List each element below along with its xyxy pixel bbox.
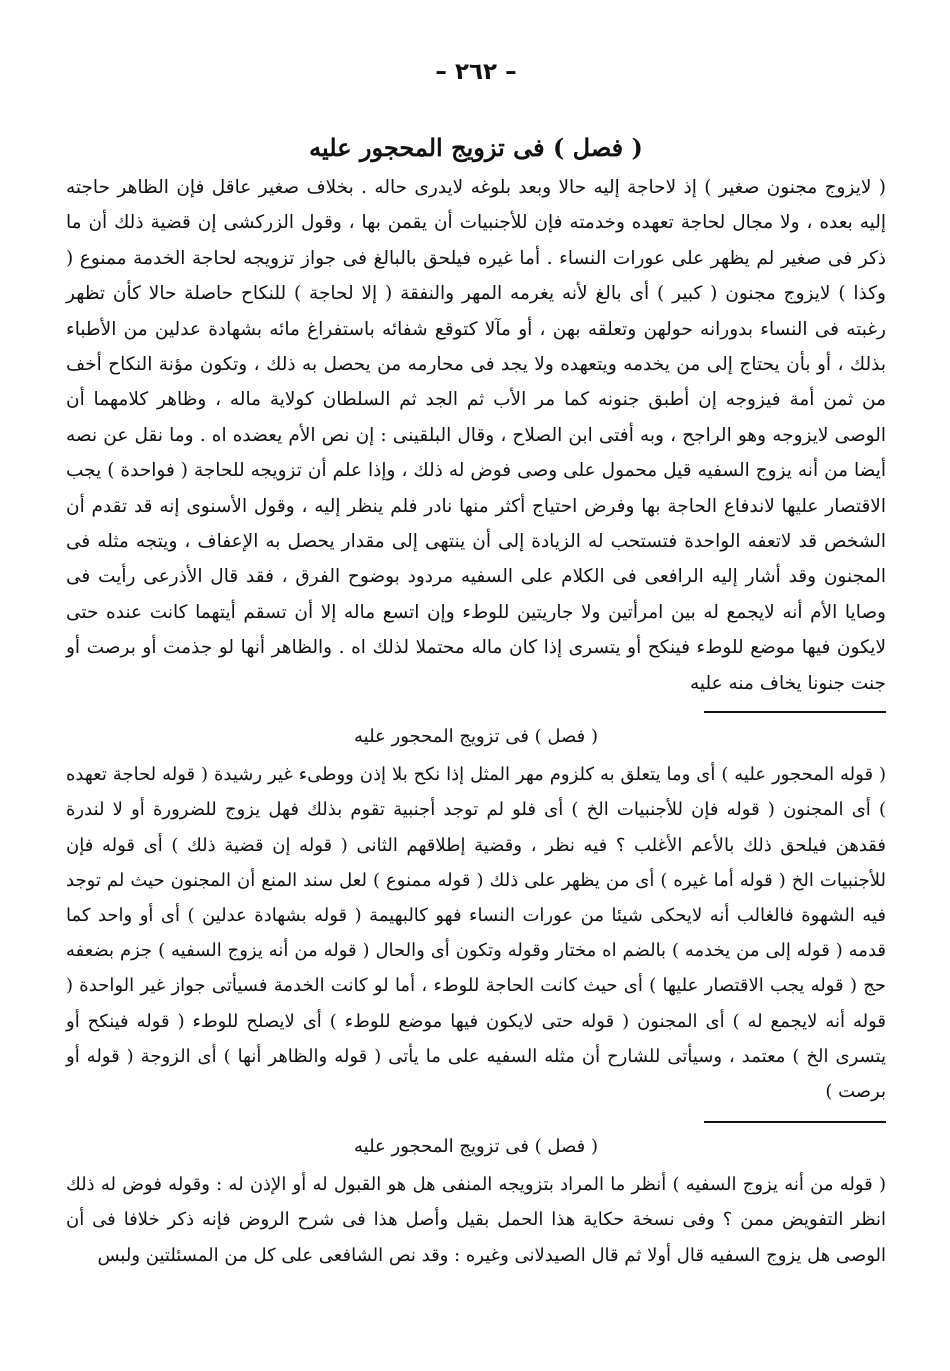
main-text: ( لايزوج مجنون صغير ) إذ لاحاجة إليه حالا وبعد بلوغه لايدرى حاله . بخلاف صغير عاقل فإن الظاهر حاجته إليه بعده ، ولا مجال لحاجة تعهده وخدمته فإن للأجنبيات أن يقمن بها ، وقول الزركشى إن قضية ذلك أن ما ذكر فى صغير لم يظهر على عورات النساء . أما غيره فيلحق بالبالغ فى جواز تزويجه لحاجة الخدمة ممنوع ( وكذا ) لايزوج مجنون ( كبير ) أى بالغ لأنه يغرمه المهر والنفقة ( إلا لحاجة ) للنكاح حاصلة حالا كأن تظهر رغبته فى النساء بدورانه حولهن وتعلقه بهن ، أو مآلا كتوقع شفائه باستفراغ مائه بشهادة عدلين من الأطباء بذلك ، أو بأن يحتاج إلى من يخدمه ويتعهده ولا يجد فى محارمه من يحصل به ذلك ، وتكون مؤنة النكاح أخف من ثمن أمة فيزوجه إن أطبق جنونه كما مر الأب ثم الجد ثم السلطان كولاية ماله ، وظاهر كلامهما أن الوصى لايزوجه وهو الراجح ، وبه أفتى ابن الصلاح ، وقال البلقينى : إن نص الأم يعضده اه . وما نقل عن نصه أيضا من أنه يزوج السفيه قيل محمول على وصى فوض له ذلك ، وإذا علم أن تزويجه للحاجة ( فواحدة ) يجب الاقتصار عليها لاندفاع الحاجة بها وفرض احتياج أكثر منها نادر فلم ينظر إليه ، وقول الأسنوى إنه قد تقدم أن الشخص قد لاتعفه الواحدة فتستحب له الزيادة إلى أن ينتهى إلى مقدار يحصل به الإعفاف ، ويتجه مثله فى المجنون وقد أشار إليه الرافعى فى الكلام على السفيه مردود بوضوح الفرق ، فقد قال الأذرعى رأيت فى وصايا الأم أنه لايجمع له بين امرأتين ولا جاريتين للوطء وإن اتسع ماله إلا أن تسقم أيتهما كانت عنده حتى لايكون فيها موضع للوطء فينكح أو يتسرى إذا كان ماله محتملا لذلك اه . والظاهر أنها لو جذمت أو برصت أو جنت جنونا يخاف منه عليه — [66, 177, 886, 694]
note-section-heading: ( فصل ) فى تزويج المحجور عليه — [354, 1136, 598, 1158]
note-section-text: ( قوله من أنه يزوج السفيه ) أنظر ما المراد بتزويجه المنفى هل هو القبول له أو الإذن له : وقوله فوض له ذلك انظر التفويض ممن ؟ وفى نسخة حكاية هذا الحمل بقيل وأصل هذا فى شرح الروض فإنه ذكر خلافا فى أن الوصى هل يزوج السفيه قال أولا ثم قال الصيدلانى وغيره : وقد نص الشافعى على كل من المسئلتين ولبس — [66, 1174, 886, 1266]
section-heading: ( فصل ) فى تزويج المحجور عليه — [309, 133, 643, 162]
note-section-heading: ( فصل ) فى تزويج المحجور عليه — [354, 726, 598, 748]
page-number: – ٢٦٢ – — [435, 59, 517, 85]
book-page — [66, 52, 886, 1273]
separator-line — [704, 711, 886, 713]
separator-line — [704, 1121, 886, 1123]
note-section-text: ( قوله المحجور عليه ) أى وما يتعلق به كلزوم مهر المثل إذا نكح بلا إذن ووطىء غير رشيدة ( قوله لحاجة تعهده ) أى المجنون ( قوله فإن للأجنبيات الخ ) أى فلو لم توجد أجنبية تقوم بذلك فهل يزوج للضرورة أو لا لندرة فقدهن فيلحق ذلك بالأعم الأغلب ؟ فيه نظر ، وقضية إطلاقهم الثانى ( قوله إن قضية ذلك ) أى قوله فإن للأجنبيات الخ ( قوله أما غيره ) أى من يظهر على ذلك ( قوله ممنوع ) لعل سند المنع أن المجنون حيث لم توجد فيه الشهوة فالغالب أنه لايحكى شيئا من عورات النساء فهو كالبهيمة ( قوله بشهادة عدلين ) أى أو واحد كما قدمه ( قوله إلى من يخدمه ) بالضم اه مختار وقوله وتكون أى والحال ( قوله من أنه يزوج السفيه ) جزم بضعفه حج ( قوله يجب الاقتصار عليها ) أى حيث كانت الحاجة للوطء ، أما لو كانت الخدمة فسيأتى جواز غير الواحدة ( قوله أنه لايجمع له ) أى المجنون ( قوله حتى لايكون فيها موضع للوطء ) أى لايصلح للوطء ( قوله فينكح أو يتسرى الخ ) معتمد ، وسيأتى للشارح أن مثله السفيه على ما يأتى ( قوله والظاهر أنها ) أى الزوجة ( قوله أو برصت ) — [66, 764, 886, 1102]
